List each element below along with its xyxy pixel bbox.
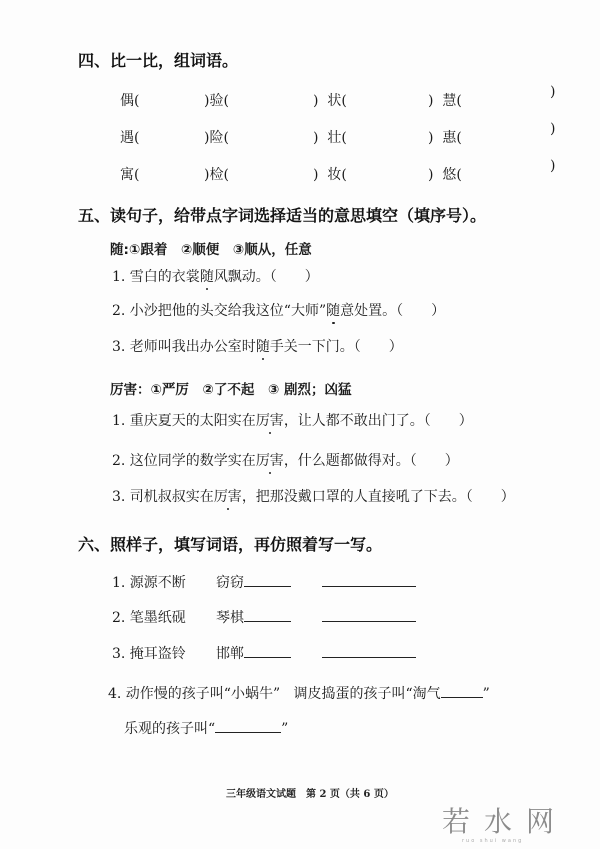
definition-lihai: 厉害：①严厉 ②了不起 ③ 剧烈；凶猛 xyxy=(110,382,352,398)
item-4-line-1: 4. 动作慢的孩子叫“小蜗牛” 调皮捣蛋的孩子叫“淘气 ” xyxy=(108,683,490,703)
prompt-word: 邯郸 xyxy=(216,643,291,663)
section-6-title: 六、照样子，填写词语，再仿照着写一写。 xyxy=(78,535,383,554)
answer-blank[interactable] xyxy=(322,607,416,626)
section-5-title: 五、读句子，给带点字词选择适当的意思填空（填序号）。 xyxy=(78,206,487,225)
answer-blank[interactable] xyxy=(441,683,483,698)
prompt-word: 窃窃 xyxy=(216,572,291,592)
watermark-subtext: ruo shui wang xyxy=(462,838,524,844)
answer-blank[interactable] xyxy=(244,607,291,622)
definition-sui: 随:①跟着 ②顺便 ③顺从，任意 xyxy=(110,242,312,258)
dotted-word: 厉害 xyxy=(255,413,284,429)
item-4-line-2: 乐观的孩子叫“ ” xyxy=(124,718,288,738)
word-item: ) 惠( xyxy=(428,130,462,146)
word-item: ) 状( xyxy=(313,93,347,109)
example-word: 3. 掩耳盗铃 xyxy=(112,646,186,662)
answer-blank[interactable] xyxy=(215,718,281,733)
word-item: ) 壮( xyxy=(313,130,347,146)
word-item: ) 悠( xyxy=(428,167,462,183)
word-item: )检( xyxy=(204,167,229,183)
word-item: ) 慧( xyxy=(428,93,462,109)
close-paren: ) xyxy=(550,121,556,137)
dotted-word: 随 xyxy=(326,303,341,319)
answer-blank[interactable] xyxy=(322,572,416,591)
question-item: 2. 这位同学的数学实在厉害，什么题都做得对。（ ） xyxy=(112,453,459,469)
example-word: 1. 源源不断 xyxy=(112,575,186,591)
word-item: 偶( xyxy=(120,93,140,109)
word-item: )验( xyxy=(204,93,229,109)
dotted-word: 随 xyxy=(199,269,214,285)
question-item: 2. 小沙把他的头交给我这位“大师”随意处置。（ ） xyxy=(112,303,446,319)
word-item: 寓( xyxy=(120,167,140,183)
close-paren: ) xyxy=(550,84,556,100)
question-item: 1. 雪白的衣裳随风飘动。（ ） xyxy=(112,269,319,285)
prompt-word: 琴棋 xyxy=(216,607,291,627)
word-item: )险( xyxy=(204,130,229,146)
question-item: 1. 重庆夏天的太阳实在厉害，让人都不敢出门了。（ ） xyxy=(112,413,473,429)
question-item: 3. 司机叔叔实在厉害，把那没戴口罩的人直接吼了下去。（ ） xyxy=(112,489,515,505)
watermark-logo: 若水网 xyxy=(442,805,569,838)
dotted-word: 厉害 xyxy=(255,453,284,469)
dotted-word: 随 xyxy=(255,339,270,355)
word-item: 遇( xyxy=(120,130,140,146)
section-4-title: 四、比一比，组词语。 xyxy=(78,51,239,70)
word-item: ) 妆( xyxy=(313,167,347,183)
answer-blank[interactable] xyxy=(322,643,416,662)
example-word: 2. 笔墨纸砚 xyxy=(112,610,186,626)
close-paren: ) xyxy=(550,158,556,174)
dotted-word: 厉害 xyxy=(213,489,242,505)
answer-blank[interactable] xyxy=(244,643,291,658)
answer-blank[interactable] xyxy=(244,572,291,587)
page-footer: 三年级语文试题 第 2 页（共 6 页） xyxy=(226,789,394,800)
question-item: 3. 老师叫我出办公室时随手关一下门。（ ） xyxy=(112,339,403,355)
